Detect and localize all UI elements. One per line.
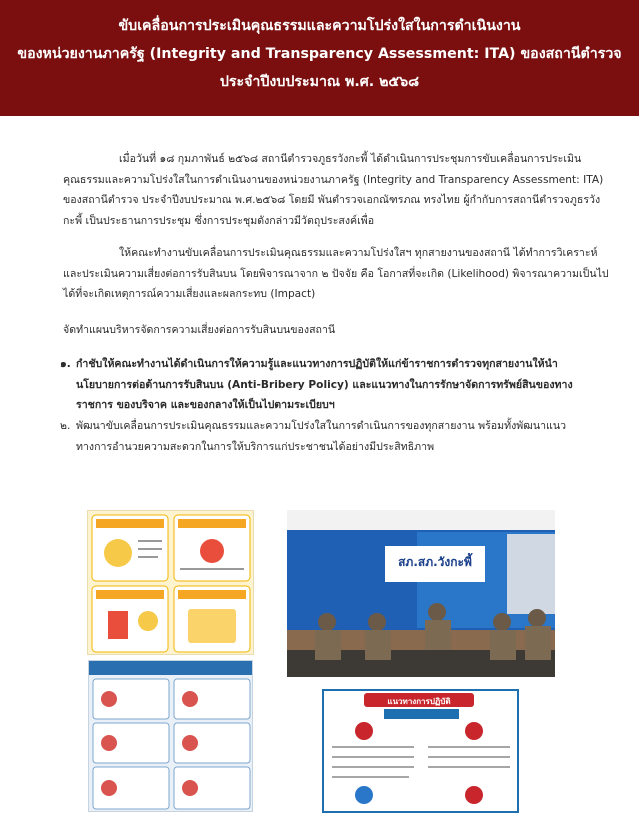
item1-line-2: นโยบายการต่อต้านการรับสินบน (Anti-Bribery Policy) และแนวทางในการรักษาจัดการทรัพย์สินของทาง [76, 378, 573, 391]
para2-line-1 [63, 243, 623, 264]
paragraph-risk-plan: จัดทำแผนบริหารจัดการความเสี่ยงต่อการรับสินบนของสถานี [63, 324, 336, 336]
item1-line-1: กำชับให้คณะทำงานได้ดำเนินการให้ความรู้และแนวทางการปฏิบัติให้แก่ข้าราชการตำรวจทุกสายงานให้นำ [76, 358, 558, 370]
infographic-practice-guide [322, 689, 519, 813]
paragraph-meeting-summary [63, 149, 623, 231]
list-item-2 [60, 416, 623, 457]
meeting-photo-graphic [287, 510, 555, 677]
list-item-2-number: ๒. [60, 420, 71, 432]
photo-banner-text: สภ.สภ.วังกะพี้ [398, 555, 472, 569]
infographic-anti-bribery-graphic [88, 511, 254, 655]
item1-line-3: ราชการ ของบริจาค และของกลางให้เป็นไปตามระเบียบฯ [76, 399, 335, 411]
page-title-line-2: ของหน่วยงานภาครัฐ (Integrity and Transparency Assessment: ITA) ของสถานีตำรวจ [17, 46, 622, 62]
infographic3-title: แนวทางการปฏิบัติ [387, 697, 451, 706]
infographic-risk-guideline [88, 660, 253, 812]
para1-line-3: ของสถานีตำรวจ ประจำปีงบประมาณ พ.ศ.๒๕๖๘ โดยมี พันตำรวจเอกณัฑรภณ ทรงไทย ผู้กำกับการสถานีตำรวจภูธรวัง [63, 194, 601, 206]
para1-line-2: คุณธรรมและความโปร่งใสในการดำเนินงานของหน่วยงานภาครัฐ (Integrity and Transparency Assessment: ITA) [63, 173, 604, 186]
infographic-anti-bribery [87, 510, 254, 655]
paragraph-risk-assessment [63, 243, 623, 305]
para2-line-2: และประเมินความเสี่ยงต่อการรับสินบน โดยพิจารณาจาก ๒ ปัจจัย คือ โอกาสที่จะเกิด (Likelihood) พิจารณาความเป็นไป [63, 267, 609, 280]
infographic-practice-guide-graphic [324, 691, 517, 811]
para2-line-1-text: ให้คณะทำงานขับเคลื่อนการประเมินคุณธรรมและความโปร่งใสฯ ทุกสายงานของสถานี ได้ทำการวิเคราะห์ [119, 247, 598, 259]
infographic-risk-guideline-graphic [89, 661, 253, 812]
header-banner [0, 0, 639, 116]
page-title-line-1: ขับเคลื่อนการประเมินคุณธรรมและความโปร่งใสในการดำเนินงาน [118, 18, 521, 34]
para1-line-1-text: เมื่อวันที่ ๑๘ กุมภาพันธ์ ๒๕๖๘ สถานีตำรวจภูธรวังกะพี้ ได้ดำเนินการประชุมการขับเคลื่อนการประเมิน [119, 153, 582, 165]
meeting-photo [287, 510, 555, 677]
page-title-line-3: ประจำปีงบประมาณ พ.ศ. ๒๕๖๘ [219, 74, 420, 90]
list-item-1-number: ๑. [60, 358, 71, 370]
para1-line-4: กะพี้ เป็นประธานการประชุม ซึ่งการประชุมดังกล่าวมีวัตถุประสงค์เพื่อ [63, 214, 375, 227]
item2-line-2: ทางการอำนวยความสะดวกในการให้บริการแก่ประชาชนได้อย่างมีประสิทธิภาพ [76, 440, 435, 453]
list-item-1 [60, 354, 623, 416]
para2-line-3: ได้ที่จะเกิดเหตุการณ์ความเสี่ยงและผลกระทบ (Impact) [63, 288, 316, 300]
item2-line-1: พัฒนาขับเคลื่อนการประเมินคุณธรรมและความโปร่งใสในการดำเนินการของทุกสายงาน พร้อมทั้งพัฒนาแนว [76, 420, 567, 432]
para1-line-1 [63, 149, 623, 170]
